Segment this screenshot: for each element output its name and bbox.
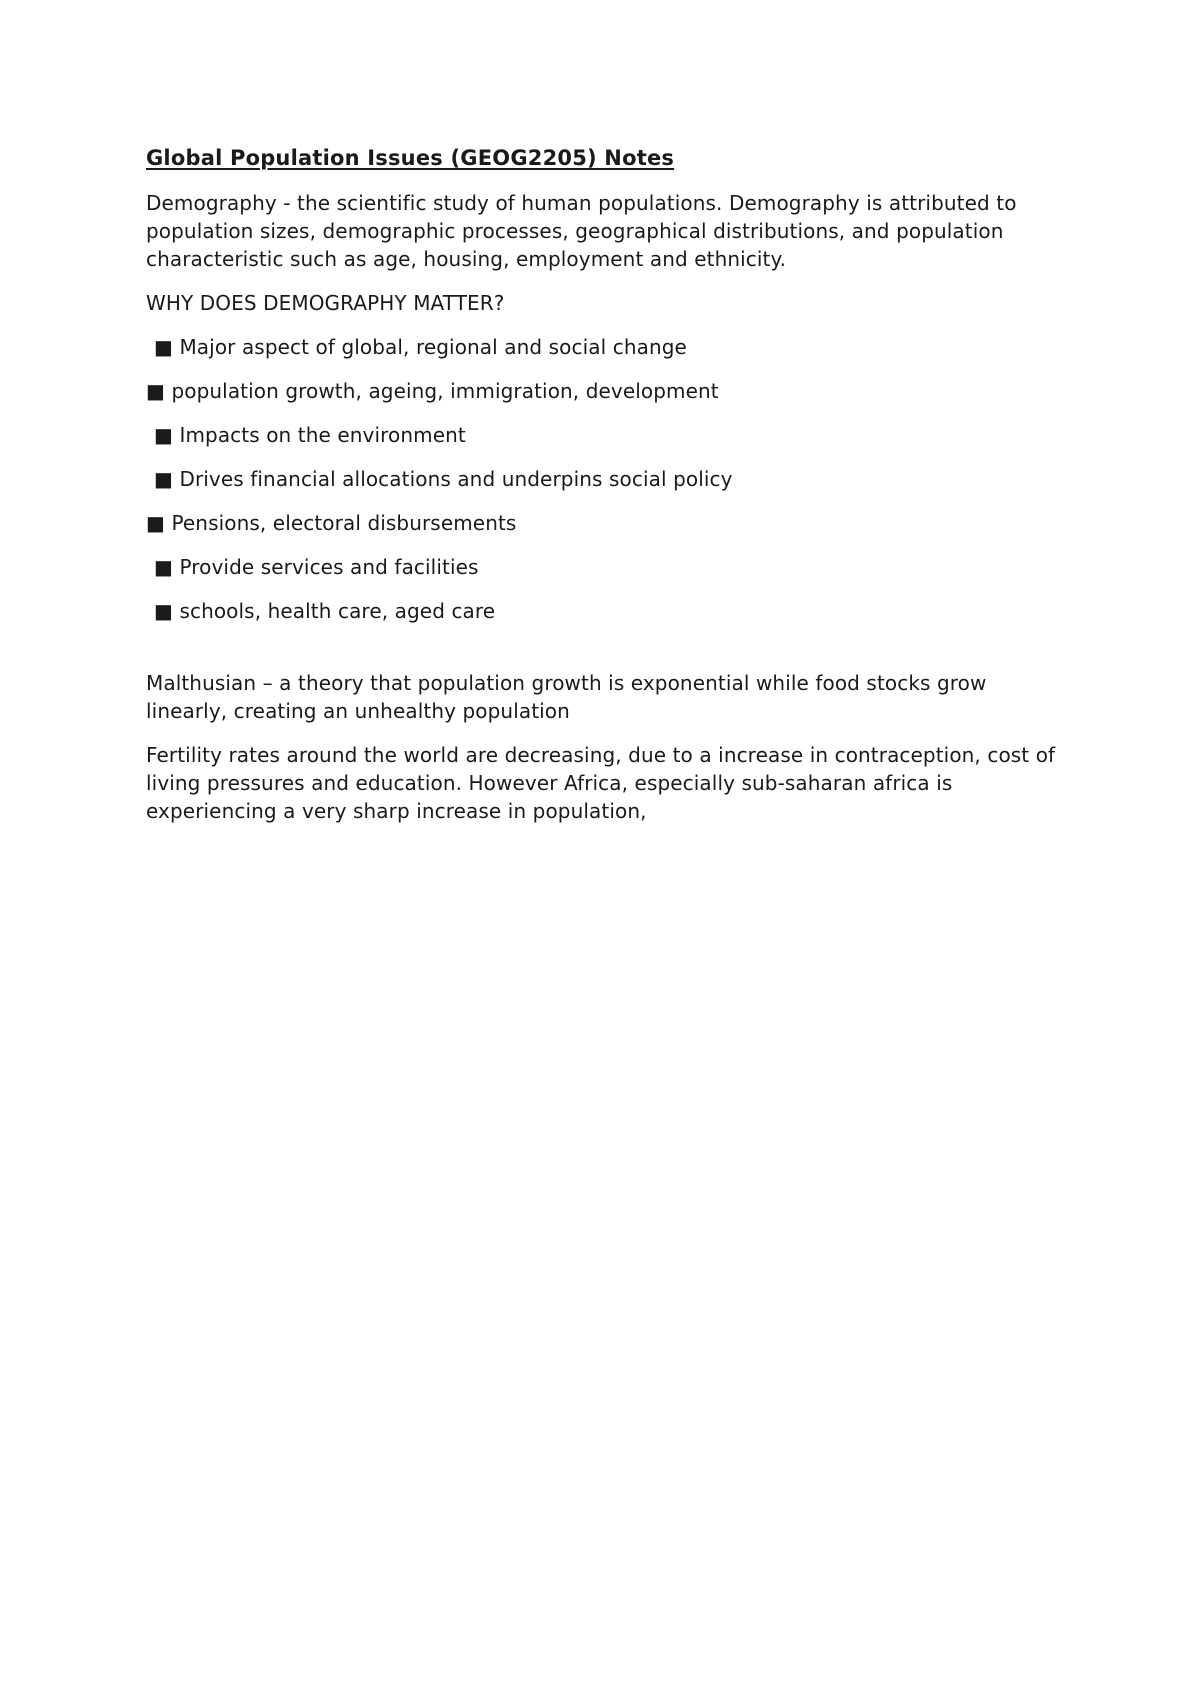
list-item: ■ Provide services and facilities [154,555,479,579]
list-item: ■ Drives financial allocations and underpins social policy [154,467,733,491]
list-item: ■ population growth, ageing, immigration, development [146,379,719,403]
list-item: ■ Impacts on the environment [154,423,466,447]
malthusian-paragraph: Malthusian – a theory that population growth is exponential while food stocks grow linearly, creating an unhealthy population [146,671,987,723]
blank-line [146,641,1066,669]
section-question: WHY DOES DEMOGRAPHY MATTER? [146,291,505,315]
fertility-paragraph: Fertility rates around the world are decreasing, due to a increase in contraception, cost of living pressures and education. However Africa, especially sub-saharan africa is experiencing a very sharp increase in population, [146,743,1056,823]
intro-paragraph: Demography - the scientific study of human populations. Demography is attributed to population sizes, demographic processes, geographical distributions, and population characteristic such as age, housing, employment and ethnicity. [146,191,1017,271]
document-title: Global Population Issues (GEOG2205) Notes [146,146,675,170]
bullet-list [146,333,1066,625]
document-body [146,143,1066,841]
list-item: ■ Major aspect of global, regional and social change [154,335,687,359]
list-item: ■ Pensions, electoral disbursements [146,511,517,535]
list-item: ■ schools, health care, aged care [154,599,496,623]
